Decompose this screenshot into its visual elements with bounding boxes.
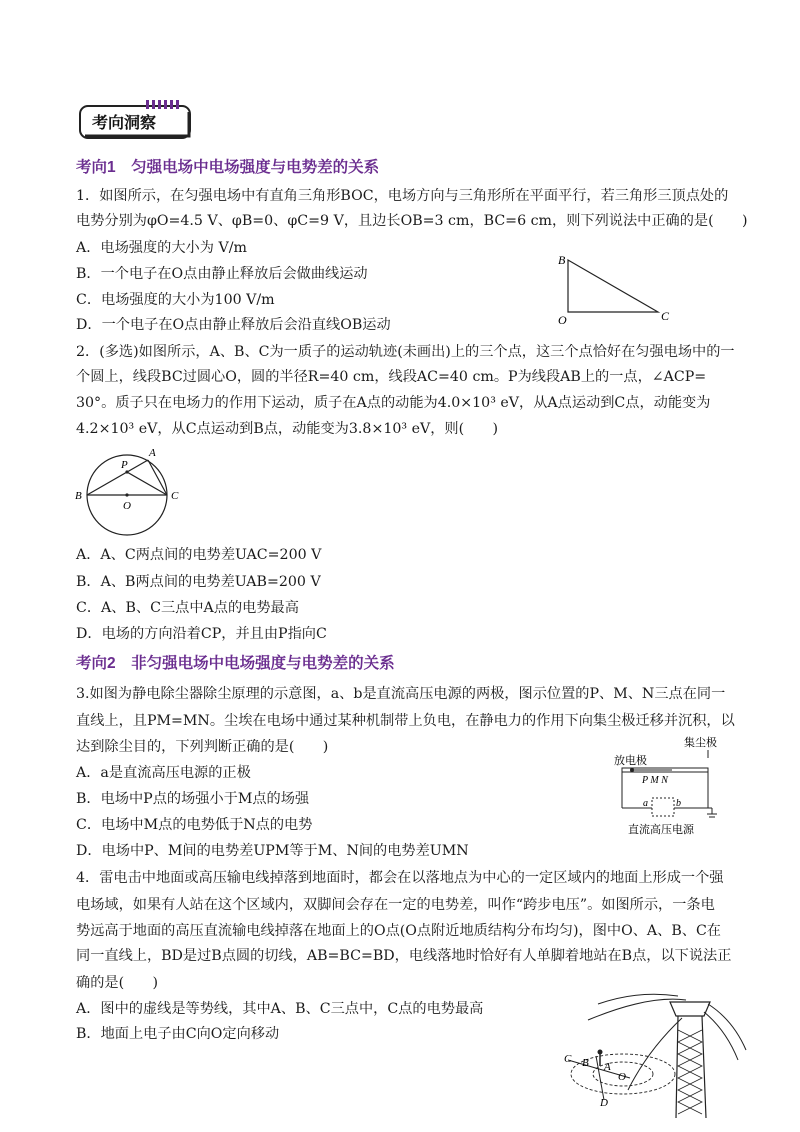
q2-circle-figure (70, 440, 190, 540)
q4-power-line-figure (558, 990, 748, 1122)
q2-label-c: C (171, 490, 179, 502)
q1-option-b: B．一个电子在O点由静止释放后会做曲线运动 (76, 266, 368, 282)
q1-label-b: B (558, 253, 566, 267)
q4-stem-line-2: 电场域，如果有人站在这个区域内，双脚间会存在一定的电势差，叫作“跨步电压”。如图所示，一条电 (76, 897, 715, 913)
q4-label-a: A (604, 1061, 611, 1073)
q3-option-b: B．电场中P点的场强小于M点的场强 (76, 791, 310, 807)
q2-label-o: O (123, 500, 131, 512)
q3-stem-line-3: 达到除尘目的，下列判断正确的是( ) (76, 739, 329, 755)
section-badge (76, 96, 196, 142)
q4-stem-line-1: 4．雷电击中地面或高压输电线掉落到地面时，都会在以落地点为中心的一定区域内的地面上形成一个强 (76, 870, 724, 886)
section-title-2: 考向2 非匀强电场中电场强度与电势差的关系 (76, 655, 395, 672)
q2-option-a: A．A、C两点间的电势差UAC=200 V (76, 547, 322, 563)
q3-label-source: 直流高压电源 (628, 823, 694, 836)
q2-label-p: P (121, 459, 128, 471)
q3-option-d: D．电场中P、M间的电势差UPM等于M、N间的电势差UMN (76, 843, 469, 859)
q3-stem-line-2: 直线上，且PM=MN。尘埃在电场中通过某种机制带上负电，在静电力的作用下向集尘极迁移并沉积，以 (76, 713, 735, 729)
q3-label-b: b (676, 798, 681, 809)
q3-label-emitter: 放电极 (614, 754, 647, 767)
q2-stem-line-4: 4.2×10³ eV，从C点运动到B点，动能变为3.8×10³ eV，则( ) (76, 421, 499, 437)
q4-option-b: B．地面上电子由C向O定向移动 (76, 1026, 280, 1042)
q1-stem-line-2: 电势分别为φO=4.5 V、φB=0、φC=9 V，且边长OB=3 cm，BC=6 cm，则下列说法中正确的是( ) (76, 213, 748, 229)
q2-option-d: D．电场的方向沿着CP，并且由P指向C (76, 626, 327, 642)
q1-option-d: D．一个电子在O点由静止释放后会沿直线OB运动 (76, 317, 391, 333)
q2-option-c: C．A、B、C三点中A点的电势最高 (76, 600, 299, 616)
q4-label-c: C (564, 1053, 572, 1065)
q3-option-c: C．电场中M点的电势低于N点的电势 (76, 817, 313, 833)
q4-stem-line-5: 确的是( ) (76, 975, 159, 991)
q2-label-a: A (149, 447, 156, 459)
q4-stem-line-3: 势远高于地面的高压直流输电线掉落在地面上的O点(O点附近地质结构分布均匀)，图中O、A、B、C在 (76, 923, 721, 939)
q4-option-a: A．图中的虚线是等势线，其中A、B、C三点中，C点的电势最高 (76, 1001, 484, 1017)
q2-stem-line-1: 2．(多选)如图所示，A、B、C为一质子的运动轨迹(未画出)上的三个点，这三个点恰好在匀强电场中的一 (76, 344, 735, 360)
q3-label-collector: 集尘极 (684, 736, 717, 749)
q1-option-c: C．电场强度的大小为100 V/m (76, 292, 275, 308)
q1-stem-line-1: 1．如图所示，在匀强电场中有直角三角形BOC，电场方向与三角形所在平面平行，若三角形三顶点处的 (76, 188, 729, 204)
q2-option-b: B．A、B两点间的电势差UAB=200 V (76, 574, 321, 590)
section-title-1: 考向1 匀强电场中电场强度与电势差的关系 (76, 159, 380, 176)
q3-label-a: a (643, 798, 648, 809)
q4-label-b: B (582, 1057, 589, 1069)
q3-label-pmn: P M N (642, 775, 668, 786)
q3-option-a: A．a是直流高压电源的正极 (76, 765, 251, 781)
q1-label-o: O (558, 313, 567, 327)
q4-label-d: D (600, 1097, 608, 1109)
q1-option-a: A．电场强度的大小为 V/m (76, 240, 247, 256)
q3-precipitator-figure (612, 732, 742, 842)
q4-label-o: O (618, 1071, 626, 1083)
q2-stem-line-3: 30°。质子只在电场力的作用下运动，质子在A点的动能为4.0×10³ eV，从A点运动到C点，动能变为 (76, 395, 711, 411)
q3-stem-line-1: 3.如图为静电除尘器除尘原理的示意图，a、b是直流高压电源的两极，图示位置的P、M、N三点在同一 (76, 686, 726, 702)
q1-triangle-figure (548, 248, 678, 328)
q4-stem-line-4: 同一直线上，BD是过B点圆的切线，AB=BC=BD，电线落地时恰好有人单脚着地站在B点，以下说法正 (76, 948, 732, 964)
badge-label: 考向洞察 (92, 115, 157, 132)
q1-label-c: C (661, 309, 670, 323)
q2-stem-line-2: 个圆上，线段BC过圆心O，圆的半径R=40 cm，线段AC=40 cm。P为线段AB上的一点，∠ACP= (76, 369, 707, 385)
q2-label-b: B (75, 490, 82, 502)
